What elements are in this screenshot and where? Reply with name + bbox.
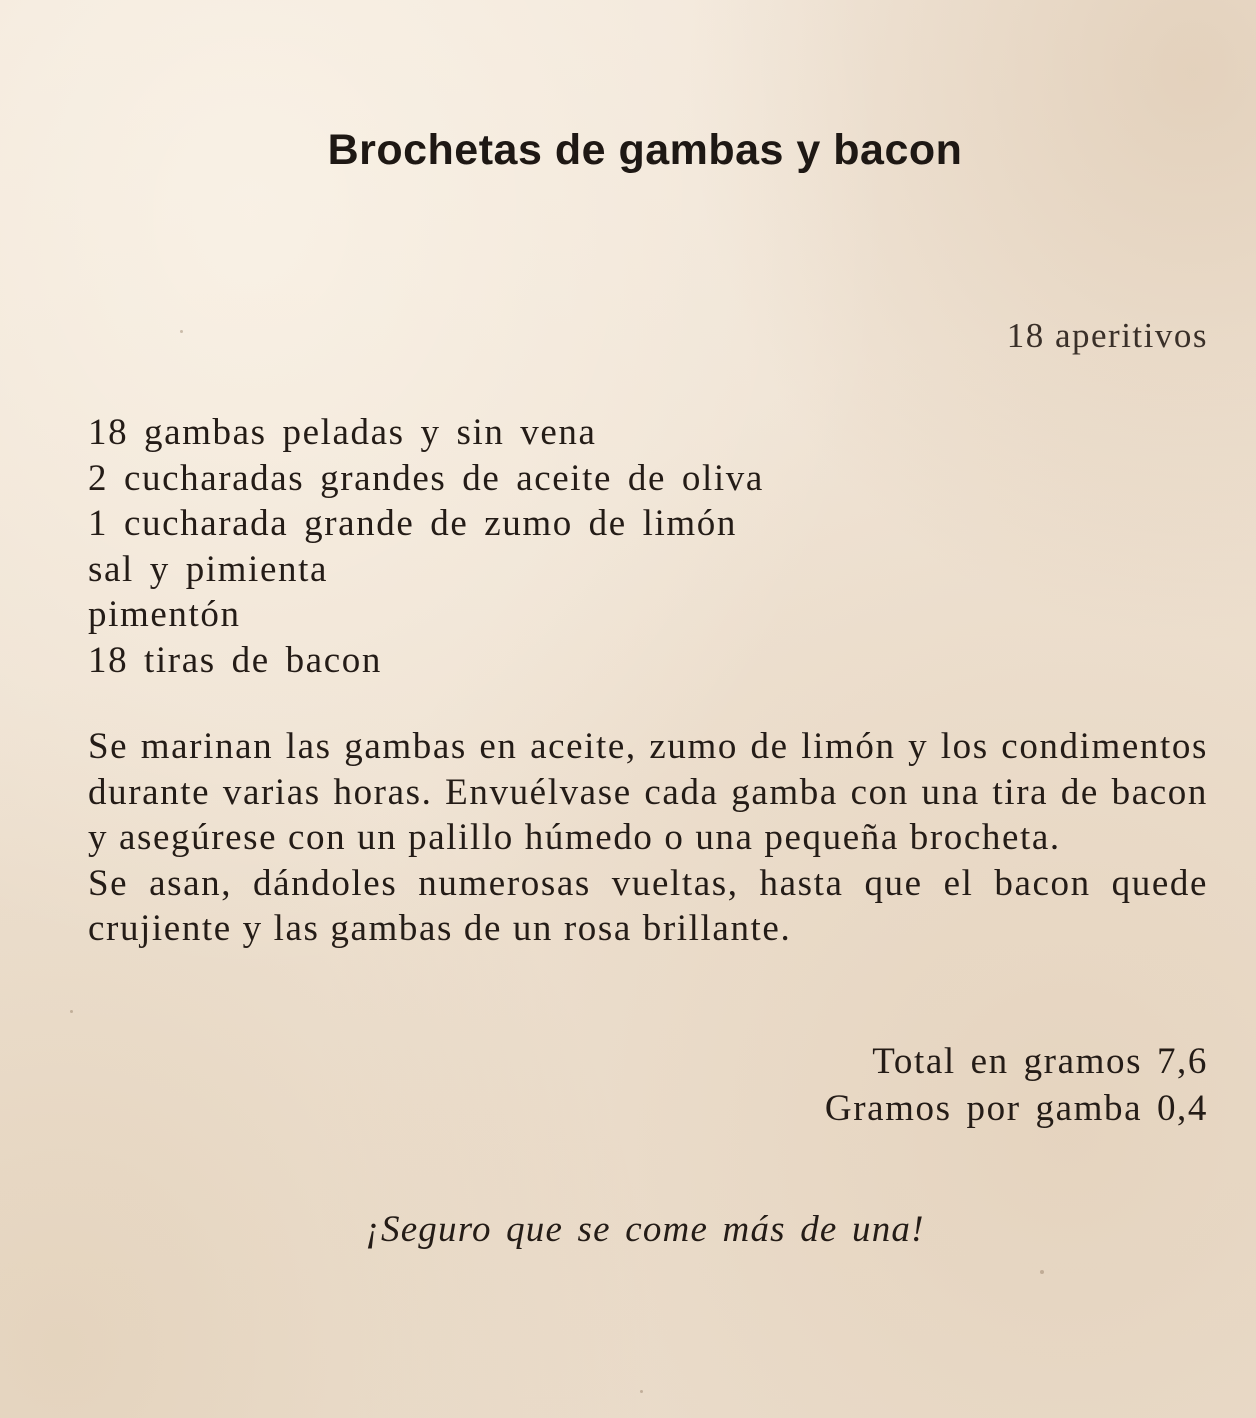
recipe-tagline: ¡Seguro que se come más de una!	[365, 1209, 925, 1250]
ingredient-list	[88, 410, 764, 683]
paper-speck	[180, 330, 183, 333]
paper-speck	[640, 1390, 643, 1393]
ingredient-item: 1 cucharada grande de zumo de limón	[88, 503, 737, 544]
instruction-paragraph: Se marinan las gambas en aceite, zumo de limón y los condimentos durante varias horas. Envuélvase cada gamba con una tira de bacon y asegúrese con un palillo húmedo o una pequeña brocheta.	[88, 726, 1208, 858]
servings-count: 18 aperitivos	[1006, 316, 1208, 355]
instruction-paragraph: Se asan, dándoles numerosas vueltas, hasta que el bacon quede crujiente y las gambas de un rosa brillante.	[88, 862, 1208, 949]
ingredient-item: 18 tiras de bacon	[88, 639, 382, 681]
ingredient-item: sal y pimienta	[88, 548, 328, 590]
ingredient-item: 2 cucharadas grandes de aceite de oliva	[88, 457, 764, 499]
paper-speck	[1040, 1270, 1044, 1274]
recipe-title: Brochetas de gambas y bacon	[327, 126, 963, 174]
total-grams: Total en gramos 7,6	[872, 1041, 1208, 1082]
paper-speck	[70, 1010, 73, 1013]
ingredient-item: pimentón	[88, 594, 241, 635]
ingredient-item: 18 gambas peladas y sin vena	[88, 412, 597, 453]
nutrition-totals	[825, 1038, 1208, 1132]
grams-per-item: Gramos por gamba 0,4	[824, 1088, 1208, 1129]
instructions	[88, 724, 1208, 952]
